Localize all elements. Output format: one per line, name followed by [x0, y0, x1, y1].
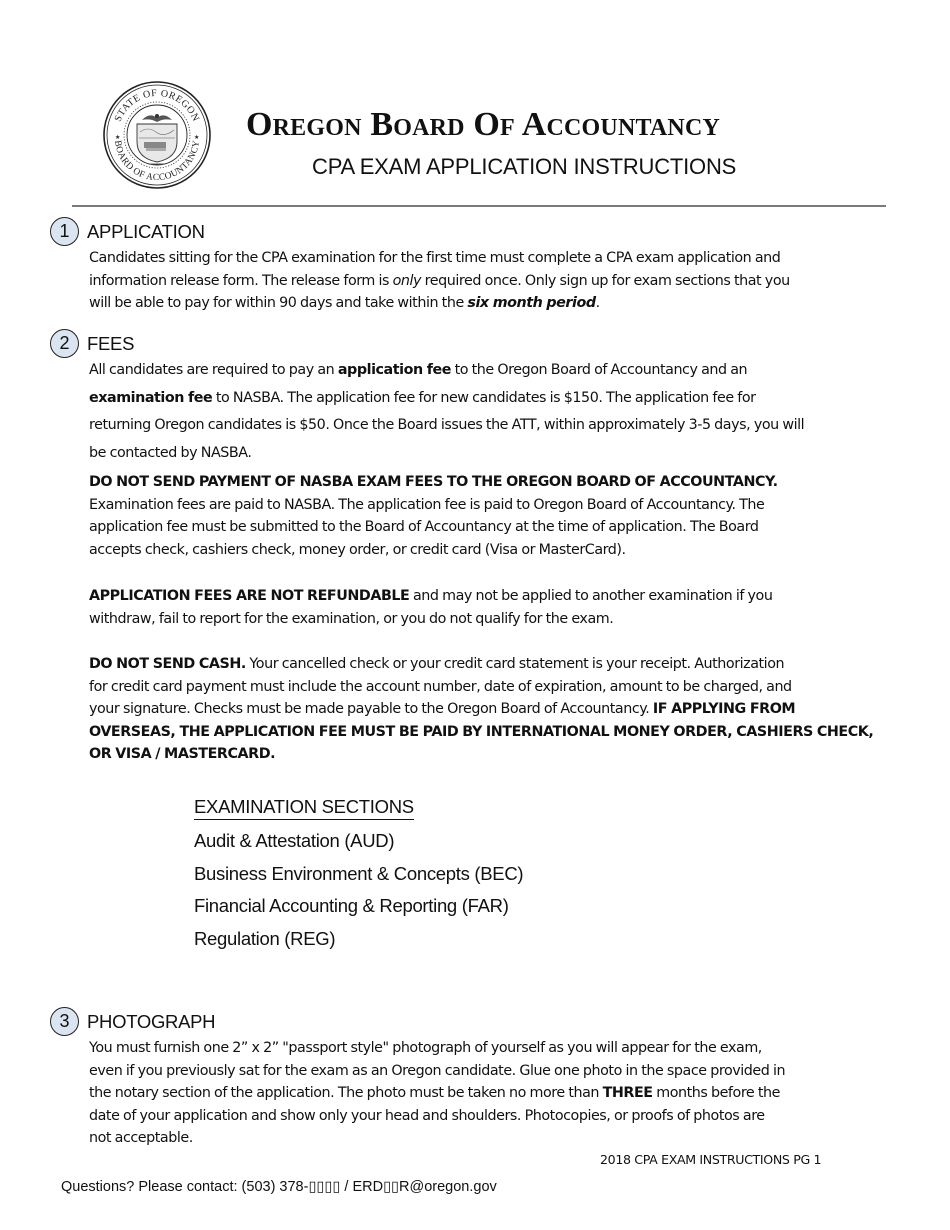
text-line: your signature. Checks must be made payable to the Oregon Board of Accountancy. IF APPLYING FROM: [89, 701, 796, 718]
svg-text:★: ★: [115, 135, 121, 141]
text-line: returning Oregon candidates is $50. Once the Board issues the ATT, within approximately 3-5 days, you will: [89, 417, 805, 433]
no-nasba-payment-paragraph: [89, 471, 904, 561]
section-title: FEES: [87, 332, 135, 354]
exam-section-item: Financial Accounting & Reporting (FAR): [194, 895, 509, 916]
text-line: for credit card payment must include the account number, date of expiration, amount to be charged, and: [89, 678, 792, 695]
examination-sections-heading: EXAMINATION SECTIONS: [194, 796, 414, 820]
document-title: CPA EXAM APPLICATION INSTRUCTIONS: [312, 154, 737, 179]
text-line: All candidates are required to pay an application fee to the Oregon Board of Accountancy and an: [89, 362, 748, 378]
text-line: OR VISA / MASTERCARD.: [89, 746, 276, 763]
application-paragraph: [89, 247, 904, 315]
text-line: DO NOT SEND CASH. Your cancelled check or your credit card statement is your receipt. Authorization: [89, 656, 785, 672]
text-line: date of your application and show only your head and shoulders. Photocopies, or proofs of photos are: [89, 1107, 765, 1124]
section-heading-photograph: [50, 1007, 215, 1036]
exam-section-item: Audit & Attestation (AUD): [194, 830, 395, 851]
organization-title: Oregon Board Of Accountancy: [246, 106, 721, 143]
text-line: You must furnish one 2” x 2” "passport style" photograph of yourself as you will appear for the exam,: [89, 1040, 762, 1056]
text-line: even if you previously sat for the exam as an Oregon candidate. Glue one photo in the space provided in: [89, 1062, 786, 1079]
section-heading-application: [50, 217, 205, 246]
header-divider: [72, 205, 886, 207]
section-title: PHOTOGRAPH: [87, 1010, 216, 1032]
text-line: will be able to pay for within 90 days and take within the six month period.: [89, 295, 600, 312]
text-line: application fee must be submitted to the Board of Accountancy at the time of application. The Board: [89, 519, 759, 536]
exam-section-item: Regulation (REG): [194, 927, 336, 949]
svg-text:BOARD OF ACCOUNTANCY: BOARD OF ACCOUNTANCY: [111, 139, 203, 184]
text-line: Examination fees are paid to NASBA. The application fee is paid to Oregon Board of Accountancy. The: [89, 496, 765, 513]
text-line: the notary section of the application. The photo must be taken no more than THREE months before the: [89, 1085, 780, 1102]
text-line: OVERSEAS, THE APPLICATION FEE MUST BE PAID BY INTERNATIONAL MONEY ORDER, CASHIERS CHECK,: [89, 723, 874, 740]
photograph-paragraph: [89, 1037, 904, 1150]
no-cash-paragraph: [89, 653, 904, 766]
page-number-label: 2018 CPA EXAM INSTRUCTIONS PG 1: [600, 1152, 822, 1167]
text-line: accepts check, cashiers check, money order, or credit card (Visa or MasterCard).: [89, 541, 626, 558]
text-line: DO NOT SEND PAYMENT OF NASBA EXAM FEES TO THE OREGON BOARD OF ACCOUNTANCY.: [89, 474, 778, 490]
section-title: APPLICATION: [87, 220, 205, 242]
section-number-badge: 1: [50, 217, 79, 246]
contact-info: Questions? Please contact: (503) 378-▯▯▯▯ / ERD▯▯R@oregon.gov: [61, 1179, 497, 1195]
exam-section-item: Business Environment & Concepts (BEC): [194, 862, 524, 884]
section-number-badge: 2: [50, 329, 79, 358]
section-heading-fees: [50, 329, 134, 358]
examination-sections-list: [194, 796, 523, 955]
state-seal-icon: [102, 80, 212, 190]
svg-text:★: ★: [194, 135, 200, 141]
text-line: examination fee to NASBA. The application fee for new candidates is $150. The application fee for: [89, 389, 756, 406]
text-line: information release form. The release form is only required once. Only sign up for exam sections that you: [89, 272, 790, 289]
text-line: not acceptable.: [89, 1130, 193, 1147]
not-refundable-paragraph: [89, 585, 904, 630]
text-line: withdraw, fail to report for the examination, or you do not qualify for the exam.: [89, 610, 614, 627]
section-number-badge: 3: [50, 1007, 79, 1036]
svg-text:STATE OF OREGON: STATE OF OREGON: [112, 87, 202, 124]
text-line: APPLICATION FEES ARE NOT REFUNDABLE and may not be applied to another examination if you: [89, 588, 773, 604]
text-line: be contacted by NASBA.: [89, 444, 252, 461]
text-line: Candidates sitting for the CPA examination for the first time must complete a CPA exam application and: [89, 250, 781, 266]
fees-paragraph: [89, 359, 904, 469]
